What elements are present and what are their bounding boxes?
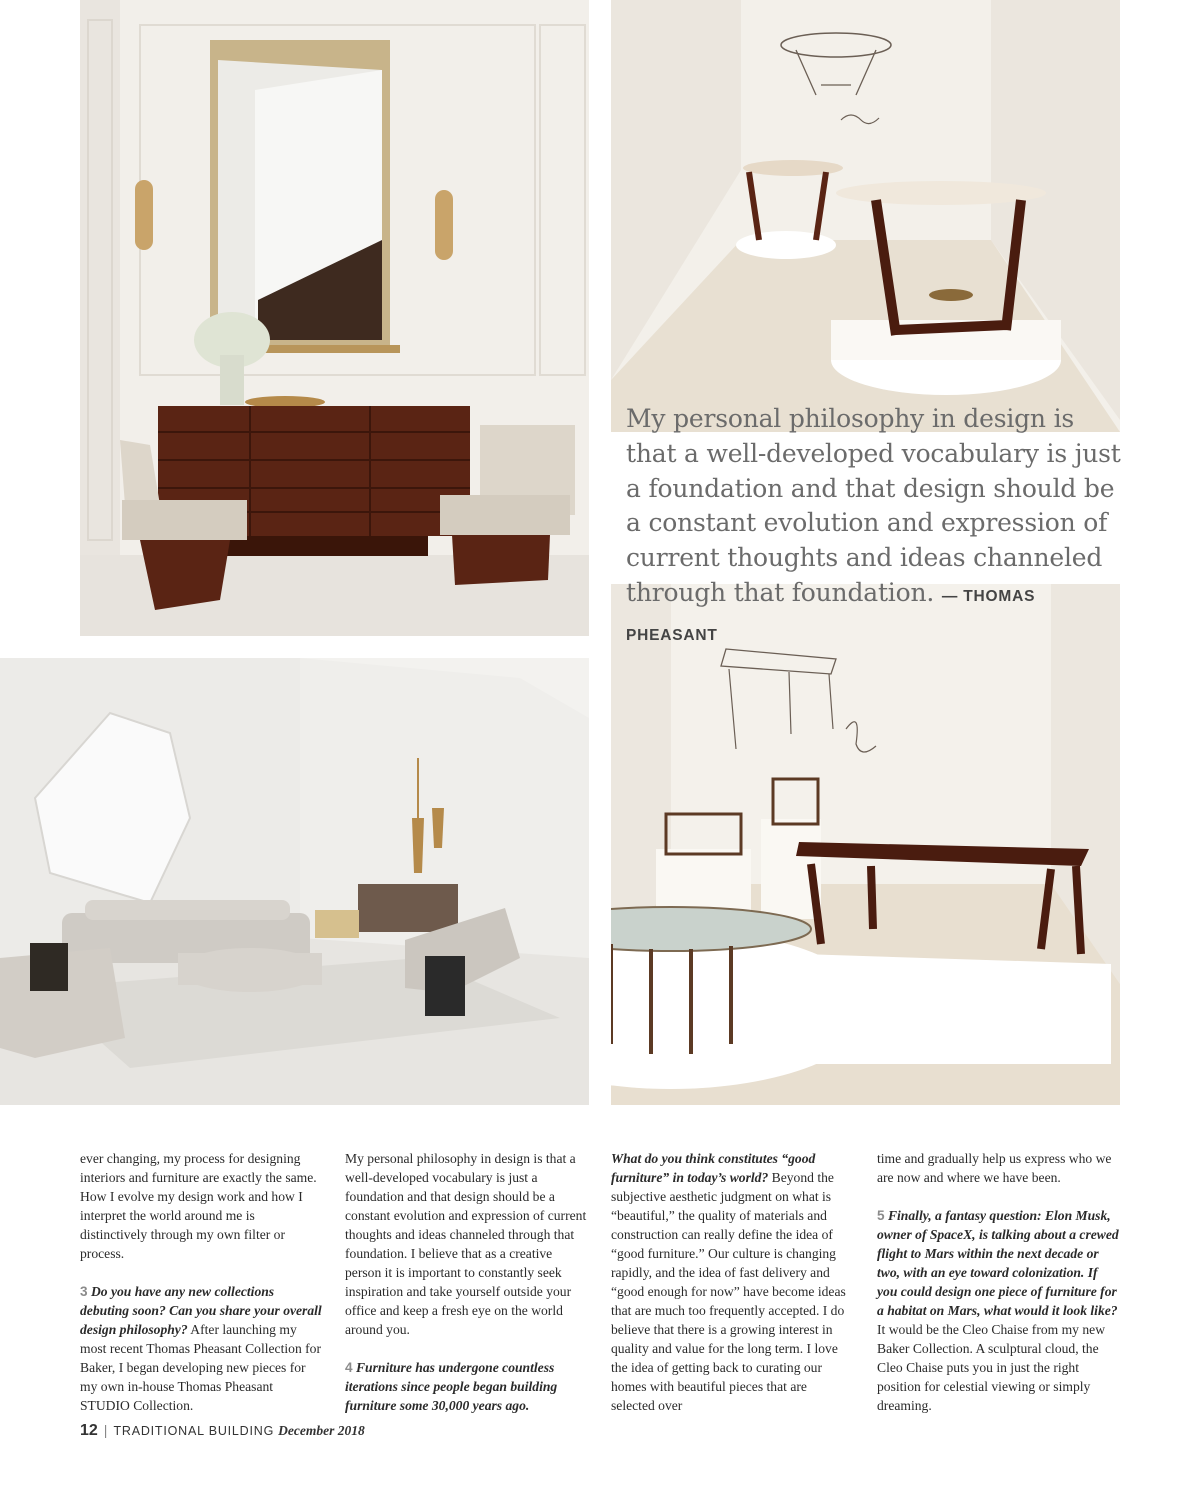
- article-column-2: [345, 1149, 587, 1415]
- paragraph: My personal philosophy in design is that a well-developed vocabulary is just a foundation and that design should be a constant evolution and expression of current thoughts and ideas channeled through that foundation. I believe that as a creative person it is important to constantly seek inspiration and take yourself outside your office and keep a fresh eye on the world around you.: [345, 1151, 587, 1337]
- page-footer: [80, 1422, 365, 1440]
- article-column-3: [611, 1149, 853, 1415]
- question-text: What do you think constitutes “good furniture” in today’s world?: [611, 1151, 816, 1185]
- photo-dresser-mirror-vignette: [80, 0, 589, 636]
- answer-text: After launching my most recent Thomas Pheasant Collection for Baker, I began developing new pieces for my own in-house Thomas Pheasant STUDIO Collection.: [80, 1322, 321, 1413]
- photo-console-tables-gallery: [611, 584, 1120, 1105]
- question-number: 5: [877, 1208, 885, 1223]
- article-column-4: [877, 1149, 1119, 1415]
- article-column-1: [80, 1149, 322, 1415]
- question-text: Finally, a fantasy question: Elon Musk, owner of SpaceX, is talking about a crewed flight to Mars within the next decade or two, with an eye toward colonization. If you could design one piece of furniture for a habitat on Mars, what would it look like?: [877, 1208, 1119, 1318]
- pull-quote-attribution: — THOMAS PHEASANT: [626, 587, 1036, 644]
- issue-date: December 2018: [278, 1423, 365, 1438]
- paragraph: time and gradually help us express who we are now and where we have been.: [877, 1151, 1112, 1185]
- pull-quote-text: My personal philosophy in design is that a well-developed vocabulary is just a foundation and that design should be a constant evolution and expression of current thoughts and ideas channeled through that foundation.: [626, 404, 1121, 607]
- question-text: Do you have any new collections debuting soon? Can you share your overall design philosophy?: [80, 1284, 322, 1337]
- photo-pedestal-tables-gallery: [611, 0, 1120, 432]
- publication-name: TRADITIONAL BUILDING: [113, 1424, 275, 1438]
- question-number: 3: [80, 1284, 88, 1299]
- question-continued: [611, 1149, 853, 1415]
- question-number: 4: [345, 1360, 353, 1375]
- footer-separator: |: [103, 1422, 108, 1438]
- question-3: [80, 1282, 322, 1415]
- question-5: [877, 1206, 1119, 1415]
- question-4: [345, 1358, 587, 1415]
- question-text: Furniture has undergone countless iterations since people began building furniture some 30,000 years ago.: [345, 1360, 558, 1413]
- paragraph: ever changing, my process for designing interiors and furniture are exactly the same. How I evolve my design work and how I interpret the world around me is distinctively through my own filter or process.: [80, 1151, 317, 1261]
- photo-living-room-sofa: [0, 658, 589, 1105]
- answer-text: Beyond the subjective aesthetic judgment on what is “beautiful,” the quality of materials and construction can really define the idea of “good furniture.” Our culture is changing rapidly, and the idea of fast delivery and “good enough for now” have become ideas that are much too frequently accepted. I do believe that there is a growing interest in quality and value for the long term. I love the idea of getting back to curating our homes with beautiful pieces that are selected over: [611, 1170, 846, 1413]
- answer-text: It would be the Cleo Chaise from my new Baker Collection. A sculptural cloud, the Cleo Chaise puts you in just the right position for celestial viewing or simply dreaming.: [877, 1322, 1106, 1413]
- page-number: 12: [80, 1422, 98, 1439]
- pull-quote: [626, 402, 1126, 654]
